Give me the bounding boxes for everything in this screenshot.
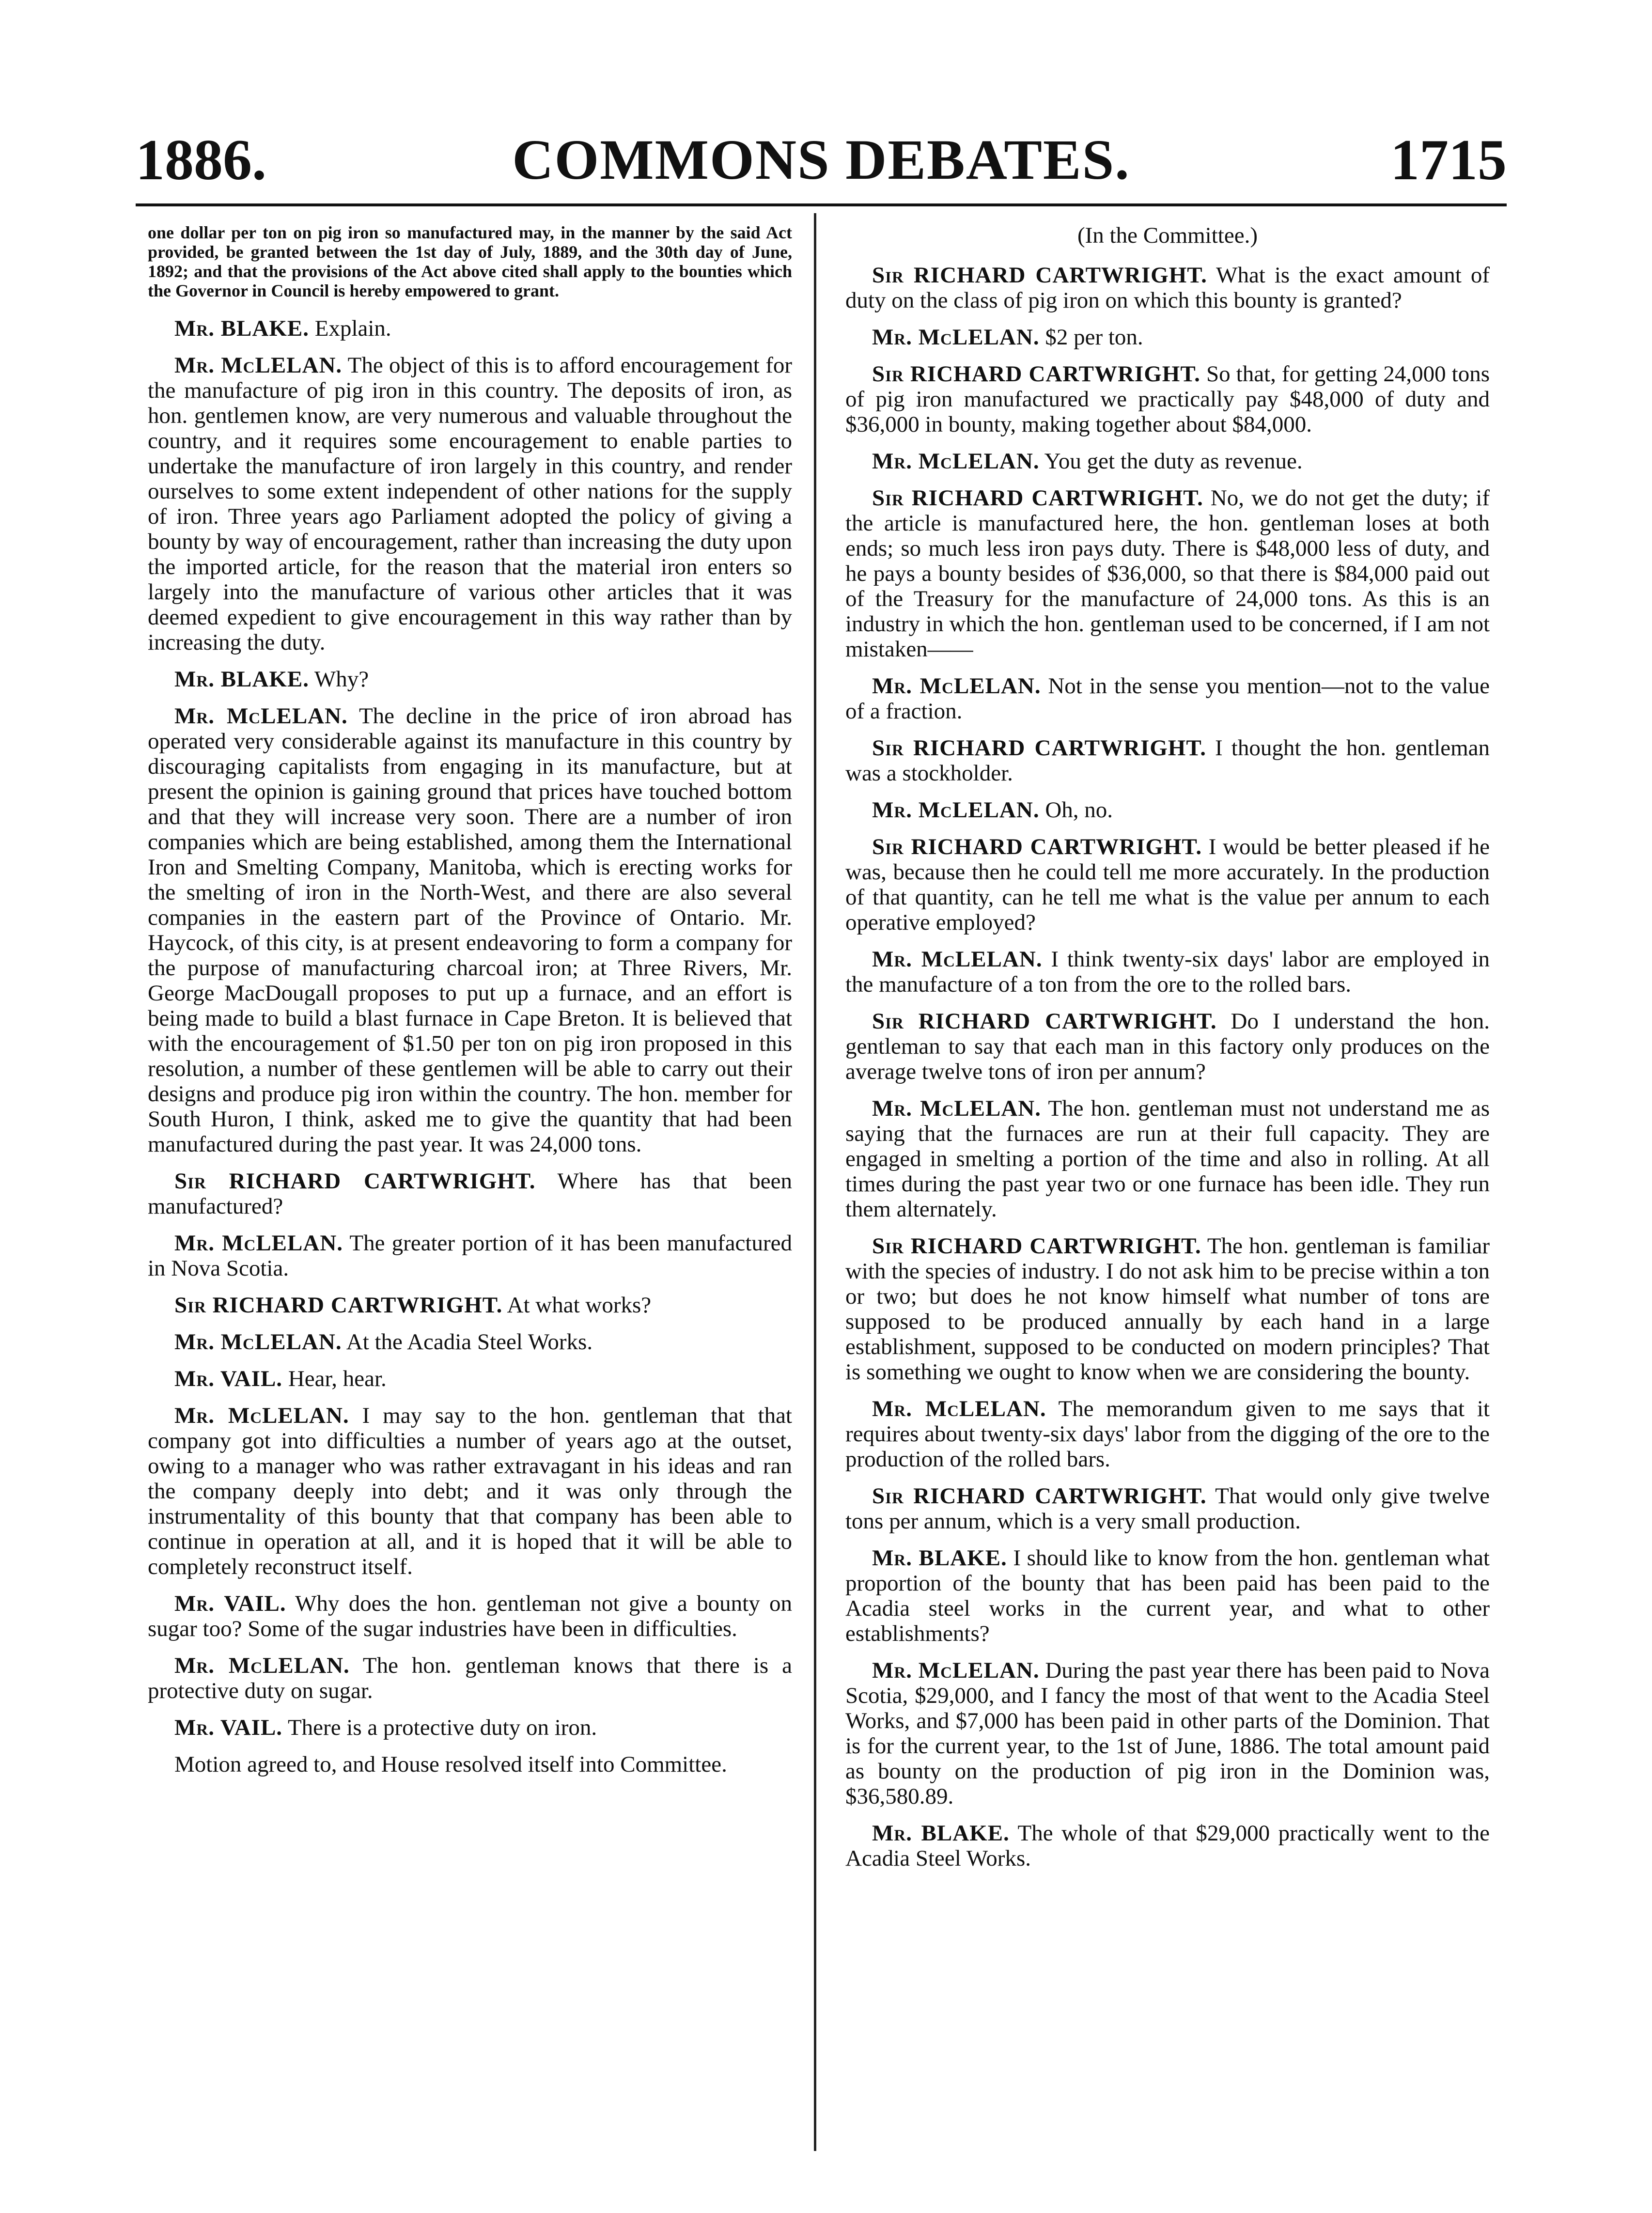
paragraph xyxy=(845,834,1490,935)
speaker-name: Mr. BLAKE. xyxy=(872,1545,1007,1571)
paragraph xyxy=(148,353,792,655)
paragraph xyxy=(148,1752,792,1777)
speech-text: The object of this is to afford encouragement for the manufacture of pig iron in this country. The deposits of iron, as hon. gentlemen know, are very numerous and valuable throughout the country, and it requires some encouragement to enable parties to undertake the manufacture of iron largely in this country, and render ourselves to some extent independent of other nations for the supply of iron. Three years ago Parliament adopted the policy of giving a bounty by way of encouragement, rather than increasing the duty upon the imported article, for the reason that the material iron enters so largely into the manufacture of various other articles that it was deemed expedient to give encouragement in this way rather than by increasing the duty. xyxy=(148,353,792,655)
paragraph xyxy=(845,1233,1490,1385)
header-title: COMMONS DEBATES. xyxy=(512,128,1130,191)
paragraph xyxy=(148,703,792,1157)
paragraph xyxy=(845,325,1490,350)
paragraph xyxy=(845,1396,1490,1472)
speaker-name: Mr. McLELAN. xyxy=(872,325,1040,350)
speaker-name: Sir RICHARD CARTWRIGHT. xyxy=(872,1483,1207,1509)
paragraph xyxy=(148,1293,792,1318)
speaker-name: Mr. McLELAN. xyxy=(872,449,1040,474)
speech-text: Do I understand the hon. gentleman to say that each man in this factory only produces on the average twelve tons of iron per annum? xyxy=(845,1009,1490,1084)
speech-text: Oh, no. xyxy=(1045,797,1113,823)
speech-text: The hon. gentleman is familiar with the species of industry. I do not ask him to be precise within a ton or two; but does he not know himself what number of tons are supposed to be produced annually by each hand in a large establishment, supposed to be conducted on modern principles? That is something we ought to know when we are considering the bounty. xyxy=(845,1233,1490,1385)
speaker-name: Mr. BLAKE. xyxy=(174,667,309,692)
speech-text: During the past year there has been paid to Nova Scotia, $29,000, and I fancy the most of that went to the Acadia Steel Works, and $7,000 has been paid in other parts of the Dominion. That is for the current year, to the 1st of June, 1886. The total amount paid as bounty on the production of pig iron in the Dominion was, $36,580.89. xyxy=(845,1658,1490,1809)
speech-text: What is the exact amount of duty on the class of pig iron on which this bounty is granted? xyxy=(845,263,1490,313)
speech-text: Motion agreed to, and House resolved itself into Committee. xyxy=(174,1752,727,1777)
paragraph xyxy=(845,947,1490,997)
speech-text: The whole of that $29,000 practically went to the Acadia Steel Works. xyxy=(845,1821,1490,1871)
header-page-number: 1715 xyxy=(1390,127,1507,192)
paragraph xyxy=(148,1329,792,1355)
paragraph xyxy=(148,1231,792,1281)
speaker-name: Mr. BLAKE. xyxy=(872,1821,1010,1846)
speech-text: Why does the hon. gentleman not give a bounty on sugar too? Some of the sugar industries have been in difficulties. xyxy=(148,1591,792,1641)
speech-text: The memorandum given to me says that it requires about twenty-six days' labor from the digging of the ore to the production of the rolled bars. xyxy=(845,1396,1490,1472)
paragraph xyxy=(148,1366,792,1391)
paragraph xyxy=(845,1096,1490,1222)
paragraph xyxy=(148,1715,792,1740)
speaker-name: Mr. VAIL. xyxy=(174,1591,286,1616)
speech-text: The hon. gentleman must not understand me as saying that the furnaces are run at their full capacity. They are engaged in smelting a portion of the time and also in rolling. At all times during the past year two or one furnace has been idle. They run them alternately. xyxy=(845,1096,1490,1222)
paragraph xyxy=(845,485,1490,662)
paragraph xyxy=(148,1169,792,1219)
speech-text: Hear, hear. xyxy=(288,1366,387,1391)
paragraph xyxy=(845,449,1490,474)
paragraph xyxy=(845,361,1490,437)
paragraph xyxy=(148,1591,792,1641)
paragraph xyxy=(845,735,1490,786)
speech-text: I thought the hon. gentleman was a stockholder. xyxy=(845,735,1490,786)
speaker-name: Sir RICHARD CARTWRIGHT. xyxy=(872,1233,1201,1259)
speech-text: At what works? xyxy=(507,1293,652,1318)
paragraph xyxy=(845,1483,1490,1534)
speaker-name: Mr. McLELAN. xyxy=(872,947,1043,972)
paragraph xyxy=(148,223,792,300)
speaker-name: Mr. McLELAN. xyxy=(174,1653,350,1678)
speech-text: Where has that been manufactured? xyxy=(148,1169,792,1219)
paragraph xyxy=(845,1821,1490,1871)
speech-text: I may say to the hon. gentleman that that company got into difficulties a number of years ago at the outset, owing to a manager who was rather extravagant in his ideas and ran the company deeply into debt; and it was only through the instrumentality of this bounty that that company has been able to continue in operation at all, and it is hoped that it will be able to completely reconstruct itself. xyxy=(148,1403,792,1579)
speaker-name: Mr. McLELAN. xyxy=(174,1231,343,1256)
paragraph xyxy=(148,1653,792,1703)
speaker-name: Sir RICHARD CARTWRIGHT. xyxy=(872,1009,1217,1034)
speech-text: At the Acadia Steel Works. xyxy=(346,1329,593,1355)
speaker-name: Sir RICHARD CARTWRIGHT. xyxy=(872,834,1202,859)
paragraph xyxy=(148,667,792,692)
speaker-name: Mr. McLELAN. xyxy=(174,353,343,378)
speaker-name: Mr. BLAKE. xyxy=(174,316,309,341)
speaker-name: Mr. McLELAN. xyxy=(872,797,1040,823)
speech-text: You get the duty as revenue. xyxy=(1044,449,1303,474)
left-column xyxy=(148,223,792,2141)
speech-text: That would only give twelve tons per annum, which is a very small production. xyxy=(845,1483,1490,1534)
speaker-name: Mr. McLELAN. xyxy=(872,1096,1042,1121)
speech-text: I should like to know from the hon. gentleman what proportion of the bounty that has been paid has been paid to the Acadia steel works in the current year, and what to other establishments? xyxy=(845,1545,1490,1646)
speech-text: I think twenty-six days' labor are employed in the manufacture of a ton from the ore to the rolled bars. xyxy=(845,947,1490,997)
paragraph xyxy=(845,797,1490,823)
paragraph xyxy=(148,1403,792,1579)
speech-text: Explain. xyxy=(314,316,391,341)
page-header xyxy=(136,124,1507,196)
paragraph xyxy=(148,316,792,341)
speech-text: The decline in the price of iron abroad has operated very considerable against its manufacture in this country by discouraging capitalists from engaging in its manufacture, but at present the opinion is gaining ground that prices have touched bottom and that they will increase very soon. There are a number of iron companies which are being established, among them the International Iron and Smelting Company, Manitoba, which is erecting works for the smelting of iron in the North-West, and there are also several companies in the eastern part of the Province of Ontario. Mr. Haycock, of this city, is at present endeavoring to form a company for the purpose of manufacturing charcoal iron; at Three Rivers, Mr. George MacDougall proposes to put up a furnace, and an effort is being made to build a blast furnace in Cape Breton. It is believed that with the encouragement of $1.50 per ton on pig iron proposed in this resolution, a number of these gentlemen will be able to carry out their designs and produce pig iron within the country. The hon. member for South Huron, I think, asked me to give the quantity that had been manufactured during the past year. It was 24,000 tons. xyxy=(148,703,792,1157)
column-divider xyxy=(814,213,816,2151)
paragraph xyxy=(845,263,1490,313)
speech-text: $2 per ton. xyxy=(1045,325,1143,350)
speaker-name: Mr. McLELAN. xyxy=(174,703,348,729)
speech-text: So that, for getting 24,000 tons of pig iron manufactured we practically pay $48,000 of duty and $36,000 in bounty, making together about $84,000. xyxy=(845,361,1490,437)
speaker-name: Sir RICHARD CARTWRIGHT. xyxy=(174,1169,536,1194)
paragraph xyxy=(845,1545,1490,1646)
speaker-name: Sir RICHARD CARTWRIGHT. xyxy=(872,361,1200,387)
speaker-name: Mr. VAIL. xyxy=(174,1366,283,1391)
header-year: 1886. xyxy=(136,127,266,192)
speaker-name: Mr. VAIL. xyxy=(174,1715,283,1740)
paragraph xyxy=(845,223,1490,248)
speech-text: The greater portion of it has been manufactured in Nova Scotia. xyxy=(148,1231,792,1281)
speaker-name: Mr. McLELAN. xyxy=(872,1658,1040,1683)
speech-text: Not in the sense you mention—not to the value of a fraction. xyxy=(845,673,1490,724)
paragraph xyxy=(845,1009,1490,1084)
speech-text: Why? xyxy=(314,667,369,692)
speaker-name: Sir RICHARD CARTWRIGHT. xyxy=(872,263,1207,288)
speech-text: There is a protective duty on iron. xyxy=(287,1715,597,1740)
speaker-name: Sir RICHARD CARTWRIGHT. xyxy=(872,485,1203,511)
header-rule xyxy=(136,203,1507,206)
speaker-name: Mr. McLELAN. xyxy=(872,1396,1046,1421)
speaker-name: Mr. McLELAN. xyxy=(174,1329,342,1355)
speaker-name: Mr. McLELAN. xyxy=(872,673,1041,699)
paragraph xyxy=(845,1658,1490,1809)
speaker-name: Sir RICHARD CARTWRIGHT. xyxy=(174,1293,503,1318)
speech-text: one dollar per ton on pig iron so manufactured may, in the manner by the said Act provided, be granted between the 1st day of July, 1889, and the 30th day of June, 1892; and that the provisions of the Act above cited shall apply to the bounties which the Governor in Council is hereby empowered to grant. xyxy=(148,223,792,300)
speech-text: The hon. gentleman knows that there is a protective duty on sugar. xyxy=(148,1653,792,1703)
speech-text: I would be better pleased if he was, because then he could tell me more accurately. In the production of that quantity, can he tell me what is the value per annum to each operative employed? xyxy=(845,834,1490,935)
speaker-name: Mr. McLELAN. xyxy=(174,1403,349,1428)
right-column xyxy=(845,223,1490,2141)
speaker-name: Sir RICHARD CARTWRIGHT. xyxy=(872,735,1206,761)
paragraph xyxy=(845,673,1490,724)
speech-text: (In the Committee.) xyxy=(1077,223,1258,248)
speech-text: No, we do not get the duty; if the article is manufactured here, the hon. gentleman loses at both ends; so much less iron pays duty. There is $48,000 less of duty, and he pays a bounty besides of $36,000, so that there is $84,000 paid out of the Treasury for the manufacture of 24,000 tons. As this is an industry in which the hon. gentleman used to be concerned, if I am not mistaken—— xyxy=(845,485,1490,662)
